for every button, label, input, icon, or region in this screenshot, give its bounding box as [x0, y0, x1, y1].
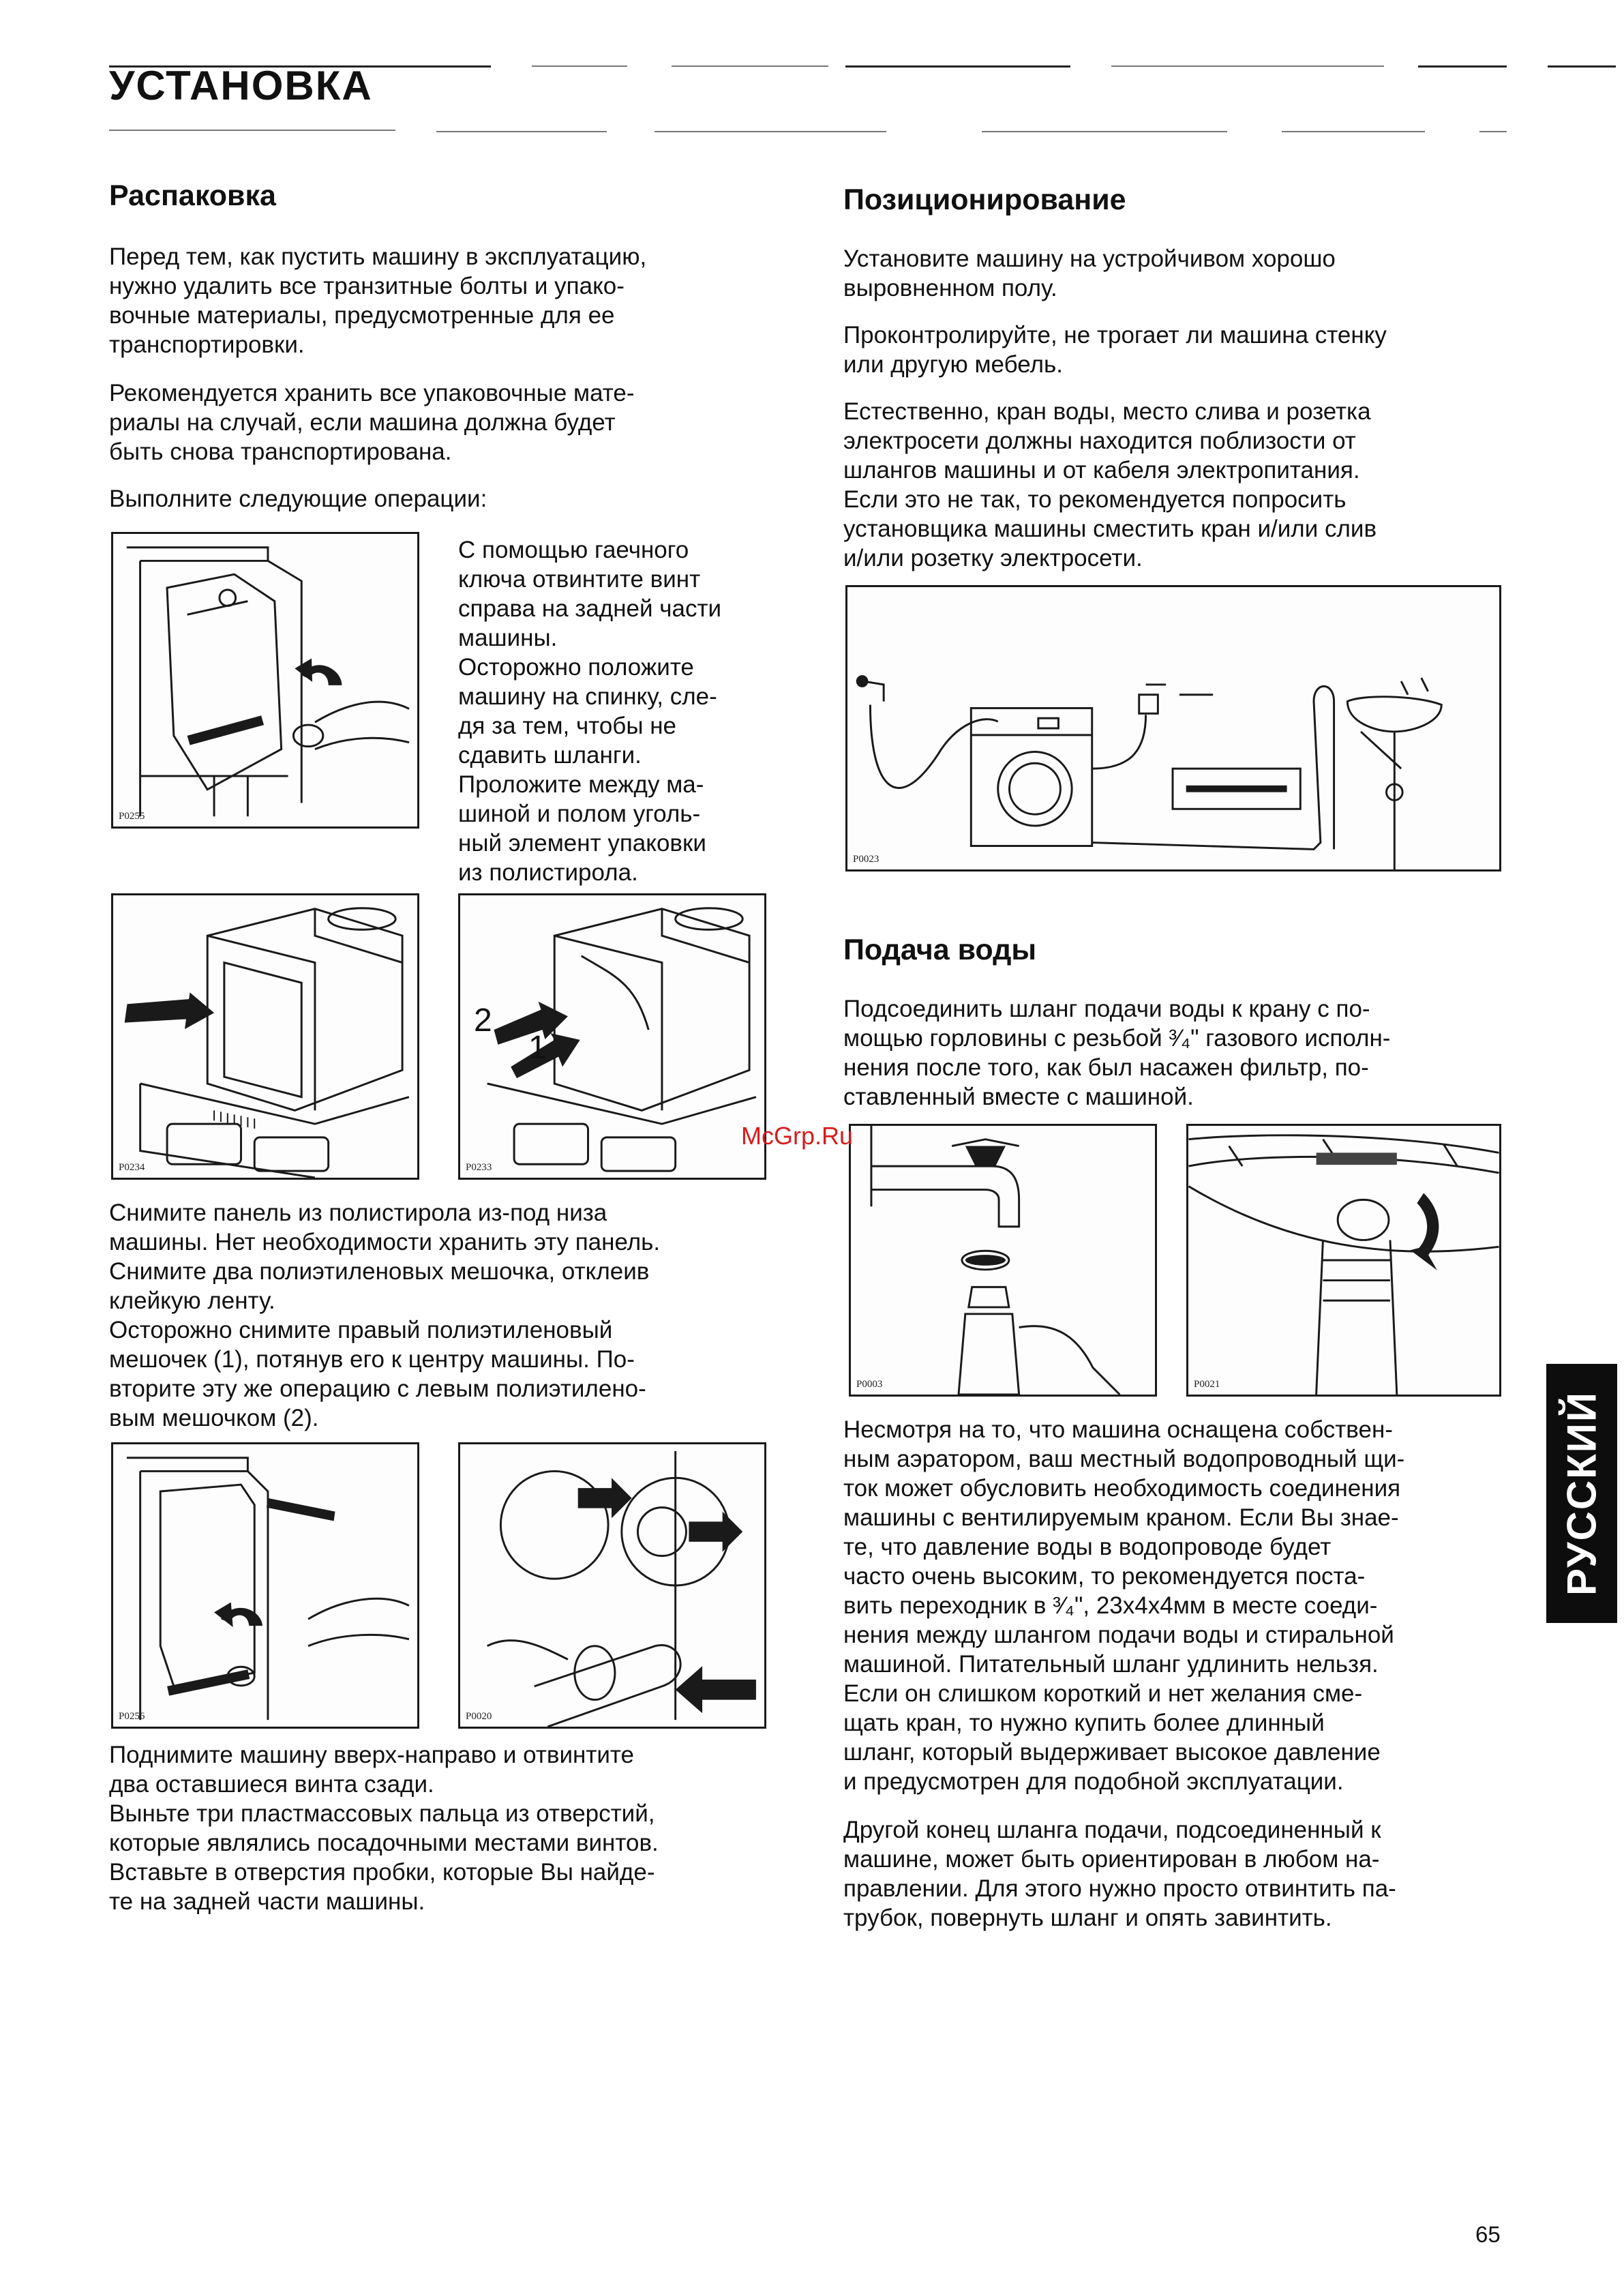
- header-rule-bottom-1: [109, 130, 395, 131]
- unscrew-rear-bolt-illustration: [113, 534, 417, 826]
- watermark: McGrp.Ru: [741, 1122, 854, 1150]
- language-tab: [1546, 1364, 1617, 1623]
- unpacking-intro: Перед тем, как пустить машину в эксплуатацию, нужно удалить все транзитные болты и упако- вочные материалы, предусмотренные для ее транспортировки.: [109, 243, 647, 358]
- figure-code-p0023: P0023: [853, 854, 879, 865]
- lift-machine-text: Поднимите машину вверх-направо и отвинтите два оставшиеся винта сзади. Выньте три пластмассовых пальца из отверстий, которые являлись посадочными местами винтов. Вставьте в отверстия пробки, которые Вы найде- те на задней части машины.: [109, 1742, 659, 1915]
- tap-connection-illustration: [851, 1126, 1155, 1395]
- unscrew-remaining-bolts-illustration: [113, 1444, 417, 1727]
- header-rule-top-6: [1418, 65, 1507, 68]
- figure-remove-bags: [458, 893, 766, 1180]
- header-rule-bottom-3: [655, 131, 886, 132]
- positioning-para-2: Проконтролируйте, не трогает ли машина стенку или другую мебель.: [843, 322, 1387, 378]
- figure-plastic-fingers: [458, 1442, 766, 1729]
- remove-bags-illustration: [460, 895, 764, 1178]
- figure-code-p0234: P0234: [119, 1162, 145, 1173]
- header-rule-bottom-6: [1479, 131, 1507, 132]
- header-rule-top-4: [845, 65, 1070, 68]
- figure-unscrew-rear-bolt: [111, 532, 419, 829]
- heading-positioning: Позиционирование: [843, 183, 1126, 216]
- figure-code-p0021: P0021: [1194, 1379, 1220, 1390]
- figure-code-p0003: P0003: [856, 1379, 883, 1390]
- installation-layout-illustration: [847, 587, 1499, 869]
- header-rule-top-2: [532, 65, 627, 67]
- hose-orientation-illustration: [1188, 1126, 1499, 1395]
- header-rule-bottom-4: [982, 131, 1227, 132]
- remove-panel-illustration: [113, 895, 417, 1178]
- figure-hose-orientation: [1186, 1124, 1501, 1397]
- page-number: 65: [1475, 2222, 1501, 2247]
- heading-unpacking: Распаковка: [109, 179, 276, 212]
- water-supply-para-1: Подсоединить шланг подачи воды к крану с по- мощью горловины с резьбой ³⁄₄" газового исполн- нения после того, как был насажен фильтр, по- ставленный вместе с машиной.: [843, 996, 1391, 1110]
- unpacking-operations: Выполните следующие операции:: [109, 486, 487, 512]
- step-unscrew-text: С помощью гаечного ключа отвинтите винт справа на задней части машины. Осторожно положите машину на спинку, сле- дя за тем, чтобы не сдавить шланги. Проложите между ма- шиной и полом уголь- ный элемент упаковки из полистирола.: [458, 537, 722, 886]
- figure-tap-connection: [849, 1124, 1157, 1397]
- water-supply-para-2: Несмотря на то, что машина оснащена собствен- ным аэратором, ваш местный водопроводный щи- ток может обусловить необходимость соединения машины с вентилируемым краном. Если Вы знае- те, что давление воды в водопроводе будет часто очень высоким, то рекомендуется поста- вить переходник в ³⁄₄", 23х4х4мм в месте соеди- нения между шлангом подачи воды и стиральной машиной. Питательный шланг удлинить нельзя. Если он слишком короткий и нет желания сме- щать кран, то нужно купить более длинный шланг, который выдерживает высокое давление и предусмотрен для подобной эксплуатации.: [843, 1416, 1405, 1795]
- figure-unscrew-remaining-bolts: [111, 1442, 419, 1729]
- unpacking-keep: Рекомендуется хранить все упаковочные мате- риалы на случай, если машина должна будет быть снова транспортирована.: [109, 380, 635, 465]
- header-rule-top-3: [672, 65, 828, 67]
- figure-code-p0256: P0256: [119, 1711, 145, 1722]
- figure-code-p0255: P0255: [119, 811, 145, 822]
- figure-installation-layout: [845, 585, 1501, 872]
- heading-water-supply: Подача воды: [843, 934, 1037, 966]
- bag-label-2: 2: [474, 1002, 492, 1039]
- figure-remove-panel: [111, 893, 419, 1180]
- plastic-fingers-illustration: [460, 1444, 764, 1727]
- bag-label-1: 1: [528, 1030, 547, 1066]
- header-rule-top-5: [1111, 65, 1384, 67]
- header-rule-bottom-2: [436, 131, 607, 132]
- page-title: УСТАНОВКА: [109, 63, 373, 108]
- figure-code-p0233: P0233: [466, 1162, 492, 1173]
- header-rule-bottom-5: [1282, 131, 1425, 132]
- positioning-para-1: Установите машину на устройчивом хорошо выровненном полу.: [843, 245, 1336, 301]
- water-supply-para-3: Другой конец шланга подачи, подсоединенный к машине, может быть ориентирован в любом на- правлении. Для этого нужно просто отвинтить па- трубок, повернуть шланг и опять завинтить.: [843, 1817, 1396, 1931]
- remove-panel-text: Снимите панель из полистирола из-под низа машины. Нет необходимости хранить эту панель. Снимите два полиэтиленовых мешочка, отклеив клейкую ленту. Осторожно снимите правый полиэтиленовый мешочек (1), потянув его к центру машины. По- вторите эту же операцию с левым полиэтилено- вым мешочком (2).: [109, 1200, 661, 1431]
- header-rule-top-7: [1548, 65, 1616, 68]
- figure-code-p0020: P0020: [466, 1711, 492, 1722]
- positioning-para-3: Естественно, кран воды, место слива и розетка электросети должны находится поблизости от шлангов машины и от кабеля электропитания. Если это не так, то рекомендуется попросить установщика машины сместить кран и/или слив и/или розетку электросети.: [843, 398, 1377, 571]
- language-tab-label: РУССКИЙ: [1559, 1390, 1605, 1596]
